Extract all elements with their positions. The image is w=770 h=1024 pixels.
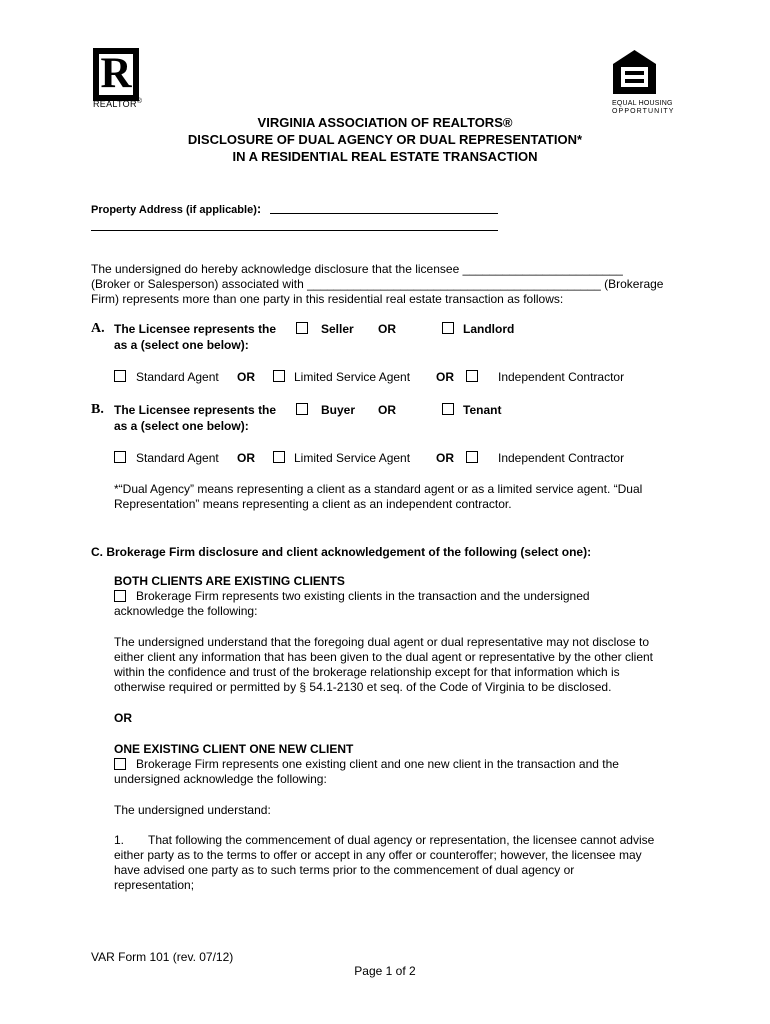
section-b-letter: B. [91, 402, 104, 417]
section-b-or-label: OR [378, 403, 396, 417]
a-limited-service-checkbox[interactable] [273, 370, 285, 382]
one-existing-heading: ONE EXISTING CLIENT ONE NEW CLIENT [114, 742, 354, 756]
title-line-2: DISCLOSURE OF DUAL AGENCY OR DUAL REPRESENTATION* [187, 132, 583, 147]
footnote-line-2: Representation” means representing a client as an independent contractor. [114, 497, 512, 511]
section-c-or-label: OR [114, 711, 132, 725]
title-line-1: VIRGINIA ASSOCIATION OF REALTORS® [257, 115, 513, 130]
item-1-number: 1. [114, 833, 125, 847]
a-independent-contractor-checkbox[interactable] [466, 370, 478, 382]
a-standard-agent-label: Standard Agent [136, 370, 219, 384]
item-1-line-3: have advised one party as to such terms prior to the commencement of dual agency or [114, 863, 575, 877]
intro-line-3: Firm) represents more than one party in this residential real estate transaction as follows: [91, 292, 564, 306]
realtor-logo-text: REALTOR® [93, 98, 143, 109]
section-a-or-label: OR [378, 322, 396, 336]
property-address-field-line-2[interactable] [91, 230, 498, 231]
section-b-line-1: The Licensee represents the [114, 403, 277, 417]
b-limited-service-checkbox[interactable] [273, 451, 285, 463]
understand-line-3: within the confidence and trust of the brokerage relationship except for that information which is [114, 665, 620, 679]
understand-line-4: otherwise required or permitted by § 54.1-2130 et seq. of the Code of Virginia to be disclosed. [114, 680, 612, 694]
licensee-field[interactable]: ________________________ [462, 262, 623, 276]
title-line-3: IN A RESIDENTIAL REAL ESTATE TRANSACTION [232, 149, 538, 164]
one-existing-one-new-checkbox[interactable] [114, 758, 126, 770]
realtor-logo [93, 48, 139, 101]
both-existing-clients-checkbox[interactable] [114, 590, 126, 602]
intro-line-2: (Broker or Salesperson) associated with ____________________________________________ (Brokerage [91, 277, 664, 291]
both-clients-line-1: Brokerage Firm represents two existing clients in the transaction and the undersigned [136, 589, 590, 603]
tenant-checkbox[interactable] [442, 403, 454, 415]
b-or-label-2: OR [237, 451, 255, 465]
b-independent-contractor-label: Independent Contractor [498, 451, 625, 465]
both-clients-heading: BOTH CLIENTS ARE EXISTING CLIENTS [114, 574, 345, 588]
buyer-checkbox[interactable] [296, 403, 308, 415]
b-limited-service-label: Limited Service Agent [294, 451, 411, 465]
property-address-label: Property Address (if applicable): [91, 201, 262, 216]
section-a-line-2: as a (select one below): [114, 338, 249, 352]
one-existing-line-2: undersigned acknowledge the following: [114, 772, 327, 786]
both-clients-line-2: acknowledge the following: [114, 604, 258, 618]
section-a-letter: A. [91, 321, 105, 336]
a-independent-contractor-label: Independent Contractor [498, 370, 625, 384]
buyer-label: Buyer [321, 403, 356, 417]
understand-line-1: The undersigned understand that the foregoing dual agent or dual representative may not disclose to [114, 635, 650, 649]
property-address-field[interactable] [270, 213, 498, 214]
realtor-logo-letter: R [100, 50, 132, 97]
a-or-label-2: OR [237, 370, 255, 384]
understand-2: The undersigned understand: [114, 803, 271, 817]
understand-line-2: either client any information that has been given to the dual agent or representative by the other client [114, 650, 654, 664]
form-id: VAR Form 101 (rev. 07/12) [91, 950, 234, 964]
one-existing-line-1: Brokerage Firm represents one existing client and one new client in the transaction and the [136, 757, 619, 771]
brokerage-field[interactable]: ____________________________________________ [307, 277, 601, 291]
section-b-line-2: as a (select one below): [114, 419, 249, 433]
seller-checkbox[interactable] [296, 322, 308, 334]
landlord-label: Landlord [463, 322, 515, 336]
item-1-line-2: either party as to the terms to offer or accept in any offer or counteroffer; however, the licensee may [114, 848, 642, 862]
landlord-checkbox[interactable] [442, 322, 454, 334]
a-standard-agent-checkbox[interactable] [114, 370, 126, 382]
equal-housing-text: EQUAL HOUSING [612, 100, 673, 107]
b-standard-agent-checkbox[interactable] [114, 451, 126, 463]
section-a-line-1: The Licensee represents the [114, 322, 277, 336]
footnote-line-1: *“Dual Agency” means representing a client as a standard agent or as a limited service agent. “Dual [114, 482, 643, 496]
equal-housing-subtext: OPPORTUNITY [612, 108, 675, 115]
intro-line-1: The undersigned do hereby acknowledge disclosure that the licensee ________________________ [91, 262, 623, 276]
a-or-label-3: OR [436, 370, 454, 384]
tenant-label: Tenant [463, 403, 502, 417]
b-independent-contractor-checkbox[interactable] [466, 451, 478, 463]
b-or-label-3: OR [436, 451, 454, 465]
realtor-logo-inner [99, 50, 133, 97]
equal-housing-icon [611, 48, 658, 96]
item-1-line-1: That following the commencement of dual agency or representation, the licensee cannot advise [148, 833, 655, 847]
seller-label: Seller [321, 322, 354, 336]
section-c-heading: C. Brokerage Firm disclosure and client acknowledgement of the following (select one): [91, 545, 592, 559]
b-standard-agent-label: Standard Agent [136, 451, 219, 465]
item-1-line-4: representation; [114, 878, 195, 892]
a-limited-service-label: Limited Service Agent [294, 370, 411, 384]
page-number: Page 1 of 2 [354, 964, 416, 978]
